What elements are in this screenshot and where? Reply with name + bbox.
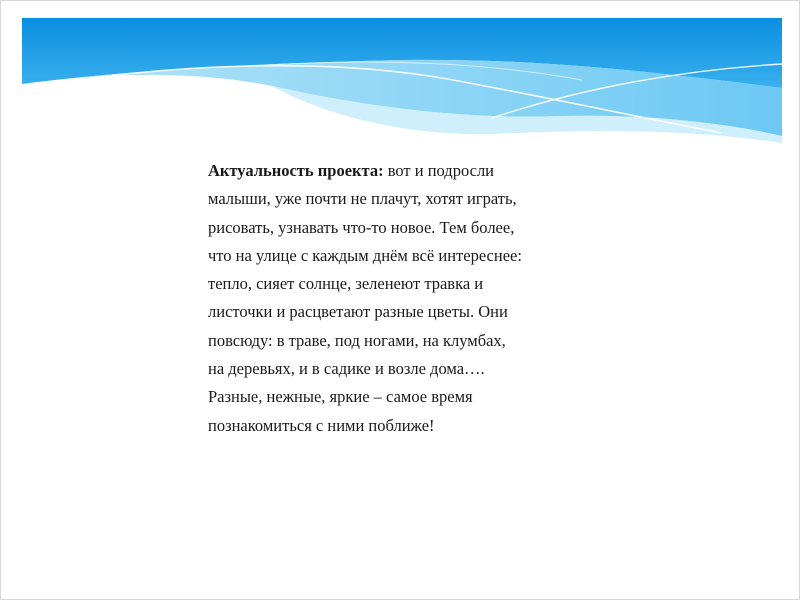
text-line-9: Разные, нежные, яркие – самое время (208, 387, 473, 407)
text-line-7: повсюду: в траве, под ногами, на клумбах, (208, 330, 506, 350)
text-line-10: познакомиться с ними поближе! (208, 415, 435, 435)
text-line-8: на деревьях, и в садике и возле дома…. (208, 359, 485, 379)
lead-heading: Актуальность проекта: (208, 161, 384, 180)
text-line-4: что на улице с каждым днём всё интереснее: (208, 245, 522, 265)
wave-header-decoration (22, 18, 782, 143)
text-line-1: Актуальность проекта: вот и подросли (208, 161, 495, 180)
text-line-2: малыши, уже почти не плачут, хотят играть, (208, 189, 517, 209)
project-relevance-text (208, 157, 618, 440)
text-line-5: тепло, сияет солнце, зеленеют травка и (208, 274, 484, 294)
text-line-3: рисовать, узнавать что-то новое. Тем более, (208, 217, 515, 237)
text-line-6: листочки и расцветают разные цветы. Они (208, 302, 508, 322)
